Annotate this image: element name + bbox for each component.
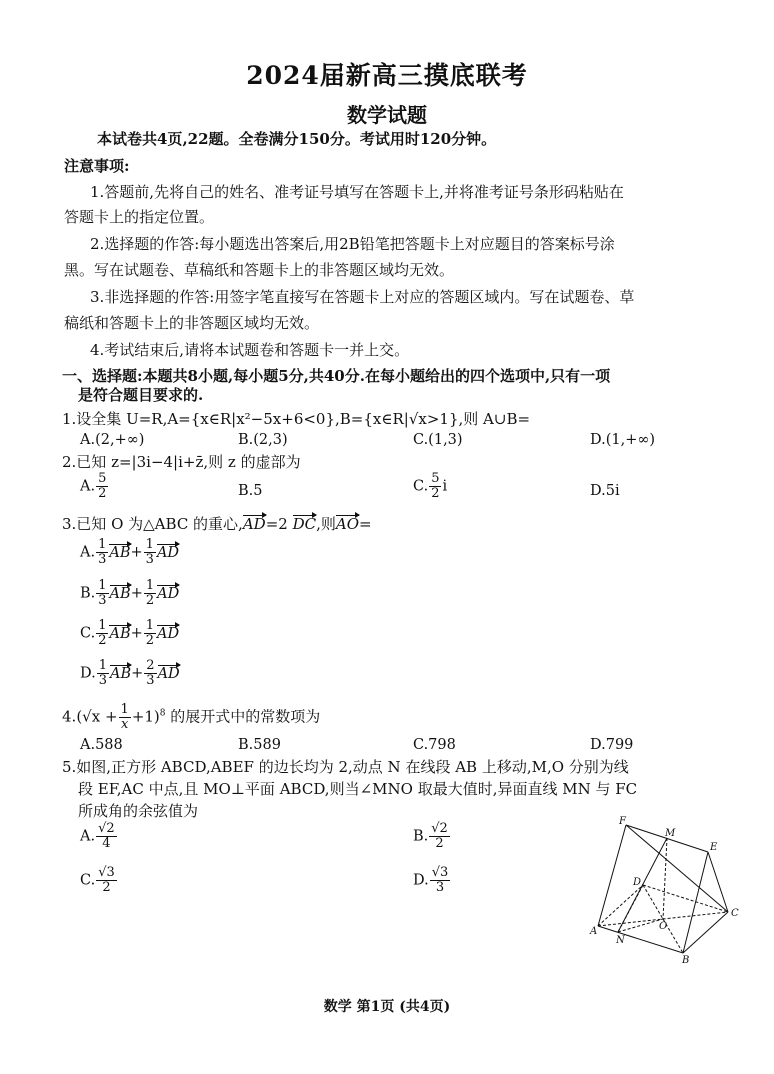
segment-mo <box>663 838 667 919</box>
q1-option-d: D.(1,+∞) <box>590 432 656 448</box>
q2-c-label: C. <box>413 478 429 495</box>
q2-c-suffix: i <box>442 478 448 495</box>
edge-fa <box>598 825 626 926</box>
q2-a-num: 5 <box>98 471 107 486</box>
q4-frac-den: x <box>121 717 129 732</box>
q3-option-c <box>80 619 179 648</box>
q3-b-label: B. <box>80 585 96 602</box>
note-1a: 1.答题前,先将自己的姓名、准考证号填写在答题卡上,并将准考证号条形码粘贴在 <box>90 183 624 201</box>
q2-stem: 2.已知 z=|3i−4|i+z̄,则 z 的虚部为 <box>62 453 301 471</box>
q3-stem <box>62 514 372 534</box>
q3-d-c2d: 3 <box>146 673 155 688</box>
q5-d-den: 3 <box>435 880 445 895</box>
q2-option-a <box>80 472 109 501</box>
notes-heading: 注意事项: <box>64 157 130 175</box>
q5-a-fraction <box>96 822 117 851</box>
q1-stem: 1.设全集 U=R,A={x∈R|x²−5x+6<0},B={x∈R|√x>1},则 A∪B= <box>62 410 531 428</box>
edge-ad <box>598 885 643 926</box>
q4-option-b: B.589 <box>238 737 281 753</box>
q1-option-b: B.(2,3) <box>238 432 288 448</box>
edge-eb <box>683 852 708 953</box>
q5-c-fraction <box>96 866 117 895</box>
label-b: B <box>682 955 690 966</box>
q3-b-vec-ad: AD <box>157 585 180 602</box>
q5-option-c <box>80 866 118 895</box>
q4-suffix: 的展开式中的常数项为 <box>170 707 321 726</box>
note-1b: 答题卡上的指定位置。 <box>64 208 215 226</box>
page-title: 2024届新高三摸底联考 <box>246 61 528 90</box>
q2-option-d: D.5i <box>590 483 620 499</box>
q4-prefix: 4. <box>62 707 77 726</box>
label-m: M <box>665 828 676 839</box>
label-o: O <box>659 921 668 932</box>
label-f: F <box>619 816 626 827</box>
q3-then: ,则 <box>316 515 336 533</box>
q2-a-label: A. <box>80 478 96 495</box>
label-c: C <box>731 908 739 919</box>
q5-a-label: A. <box>80 828 96 845</box>
q5-stem-line3: 所成角的余弦值为 <box>78 802 199 820</box>
q5-geometry-figure <box>588 812 748 967</box>
q3-a-coef2 <box>144 538 156 567</box>
label-n: N <box>616 935 625 946</box>
q3-d-c1d: 3 <box>98 673 107 688</box>
q5-stem-line2: 段 EF,AC 中点,且 MO⊥平面 ABCD,则当∠MNO 取最大值时,异面直线 MN 与 FC <box>78 780 638 798</box>
q3-b-c2n: 1 <box>145 578 155 593</box>
q1-option-c: C.(1,3) <box>413 432 463 448</box>
q3-d-coef2 <box>144 659 156 688</box>
q3-b-plus: + <box>130 585 143 602</box>
edge-ab <box>598 926 683 953</box>
q3-b-c1n: 1 <box>98 578 107 593</box>
note-3a: 3.非选择题的作答:用签字笔直接写在答题卡上对应的答题区域内。写在试题卷、草 <box>90 288 635 306</box>
label-e: E <box>710 842 718 853</box>
label-d: D <box>633 877 642 888</box>
q2-a-fraction <box>96 472 108 501</box>
q5-b-fraction <box>429 822 450 851</box>
segment-dn <box>618 885 643 932</box>
q3-end: = <box>359 515 372 533</box>
q4-option-d: D.799 <box>590 737 634 753</box>
q4-expr-open: (√x + <box>76 707 118 726</box>
q5-d-fraction <box>430 866 451 895</box>
q3-b-c2d: 2 <box>145 593 155 608</box>
q3-b-c1d: 3 <box>98 593 107 608</box>
q2-a-den: 2 <box>98 486 107 501</box>
q1-option-a: A.(2,+∞) <box>80 432 145 448</box>
q5-b-den: 2 <box>435 836 444 851</box>
q3-a-coef1 <box>96 538 108 567</box>
q5-a-num: √2 <box>98 821 115 836</box>
q4-fraction <box>119 703 131 732</box>
q3-stem-prefix: 3.已知 O 为△ABC 的重心, <box>62 515 243 533</box>
q3-c-plus: + <box>130 625 143 642</box>
q4-power: 8 <box>159 708 166 719</box>
q4-frac-num: 1 <box>120 702 129 717</box>
note-2b: 黑。写在试题卷、草稿纸和答题卡上的非答题区域均无效。 <box>64 261 455 279</box>
q3-option-b <box>80 579 179 608</box>
q2-option-c <box>413 472 447 501</box>
q3-vec-ao: AO <box>335 515 360 533</box>
q5-stem-line1: 5.如图,正方形 ABCD,ABEF 的边长均为 2,动点 N 在线段 AB 上移动,M,O 分别为线 <box>62 758 629 776</box>
q3-c-coef1 <box>96 619 108 648</box>
note-2a: 2.选择题的作答:每小题选出答案后,用2B铅笔把答题卡上对应题目的答案标号涂 <box>90 235 615 253</box>
q3-b-coef2 <box>144 579 156 608</box>
q5-d-num: √3 <box>431 865 449 880</box>
q3-d-coef1 <box>97 659 109 688</box>
q2-c-fraction <box>429 472 441 501</box>
page-subtitle: 数学试题 <box>347 103 427 127</box>
q5-a-den: 4 <box>102 836 111 851</box>
exam-intro: 本试卷共4页,22题。全卷满分150分。考试用时120分钟。 <box>97 130 497 148</box>
q3-d-c1n: 1 <box>98 658 107 673</box>
q3-eq: =2 <box>265 515 288 533</box>
q4-stem <box>62 703 320 732</box>
q3-c-label: C. <box>80 625 96 642</box>
label-a: A <box>590 926 598 937</box>
q5-option-b <box>413 822 451 851</box>
edge-bc <box>683 912 728 953</box>
q3-c-c2n: 1 <box>145 618 155 633</box>
q3-vec-dc: DC <box>292 515 317 533</box>
q3-option-a <box>80 538 179 567</box>
section1-heading-cont: 是符合题目要求的. <box>78 386 204 404</box>
q3-a-c1d: 3 <box>98 552 107 567</box>
q3-a-label: A. <box>80 544 96 561</box>
q3-c-c2d: 2 <box>145 633 155 648</box>
page-footer: 数学 第1页 (共4页) <box>323 999 451 1015</box>
note-3b: 稿纸和答题卡上的非答题区域均无效。 <box>64 314 320 332</box>
q3-d-label: D. <box>80 665 96 682</box>
q3-c-coef2 <box>144 619 156 648</box>
q3-a-vec-ab: AB <box>109 544 131 561</box>
edge-dc <box>643 885 728 912</box>
q2-c-den: 2 <box>431 486 440 501</box>
q3-d-c2n: 2 <box>146 658 155 673</box>
q4-option-a: A.588 <box>80 737 123 753</box>
q3-b-coef1 <box>96 579 108 608</box>
q5-c-label: C. <box>80 872 96 889</box>
q3-d-vec-ad: AD <box>157 665 180 682</box>
q5-c-num: √3 <box>98 865 115 880</box>
q3-vec-ad: AD <box>242 515 266 533</box>
q3-a-c2d: 3 <box>145 552 154 567</box>
q5-b-num: √2 <box>431 821 448 836</box>
q3-c-vec-ad: AD <box>157 625 180 642</box>
note-4: 4.考试结束后,请将本试题卷和答题卡一并上交。 <box>90 341 410 359</box>
q3-c-c1n: 1 <box>98 618 107 633</box>
q3-a-vec-ad: AD <box>156 544 180 561</box>
q5-option-a <box>80 822 118 851</box>
section1-heading: 一、选择题:本题共8小题,每小题5分,共40分.在每小题给出的四个选项中,只有一项 <box>62 367 611 385</box>
q4-expr-close: +1) <box>131 707 160 726</box>
q3-b-vec-ab: AB <box>109 585 131 602</box>
q5-b-label: B. <box>413 828 429 845</box>
q5-d-label: D. <box>413 872 429 889</box>
q3-c-vec-ab: AB <box>109 625 131 642</box>
q3-a-c1n: 1 <box>98 537 107 552</box>
q3-a-c2n: 1 <box>145 537 154 552</box>
segment-fc <box>626 825 728 912</box>
q3-a-plus: + <box>130 544 143 561</box>
q3-option-d <box>80 659 180 688</box>
q2-option-b: B.5 <box>238 483 263 499</box>
q3-d-vec-ab: AB <box>110 665 132 682</box>
q5-option-d <box>413 866 451 895</box>
q3-c-c1d: 2 <box>98 633 107 648</box>
q2-c-num: 5 <box>431 471 440 486</box>
q5-c-den: 2 <box>102 880 111 895</box>
q3-d-plus: + <box>131 665 144 682</box>
q4-option-c: C.798 <box>413 737 456 753</box>
